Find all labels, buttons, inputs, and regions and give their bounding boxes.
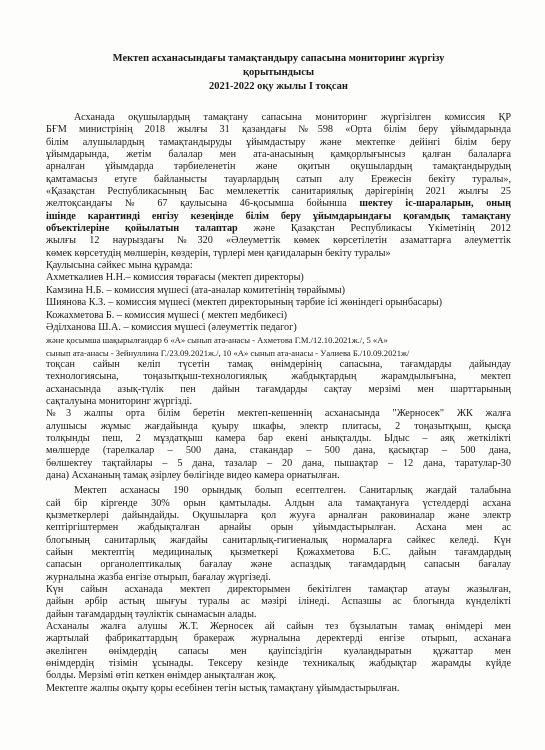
paragraph-1-line: қамтамасыз етуге байланысты тауарлардың сатып алу Ережесін бекіту туралы»,	[46, 173, 511, 185]
paragraph-2-line: №3 жалпы орта білім беретін мектеп-кешеннің асханасында "Жерносек" ЖК жалға	[46, 408, 511, 420]
paragraph-1-text: және Қазақстан Республикасы Үкіметінің 2012	[237, 223, 511, 235]
paragraph-4-line: дайын тағамдардың тәуліктік сынамасын алады.	[46, 608, 257, 620]
paragraph-1-line: Қаулысына сәйкес мына құрамда:	[46, 260, 193, 272]
document-body	[46, 112, 511, 695]
paragraph-5-line: Асханалы жалға алушы Ж.Т. Жерносек ай сайын тез бұзылатын тамақ өнімдері мен	[46, 621, 511, 633]
paragraph-4-line: Күн сайын асханада мектеп директорымен бекітілген тамақтар атауы жазылған,	[46, 584, 511, 596]
paragraph-5-line: Мектепте жалпы оқыту қоры есебінен тегін ыстық тамақтану ұйымдастырылған.	[46, 682, 400, 694]
paragraph-4-line: дайын әрбір астың шығуы туралы ас мәзірі ілінеді. Аспазшы ас блогында күнделікті	[46, 596, 511, 608]
paragraph-3-line: блогының санитарлық жағдайы санитарлық-гигиеналық нормаларға сәйкес келеді. Күн	[46, 534, 511, 546]
paragraph-1-line: жылғы 12 наурыздағы №320 «Әлеуметтік көмек көрсетілетін азаматтарға әлеуметтік	[46, 235, 511, 247]
invited-parents-line: және қосымша шақырылғандар 6 «А» сынып ата-анасы - Ахметова Г.М./12.10.2021ж./, 5 «А»	[46, 335, 388, 346]
title-line-1: Мектеп асханасындағы тамақтандыру сапасына мониторинг жүргізу	[112, 53, 445, 64]
paragraph-2-line: толқынды пеш, 2 мұздатқыш камера бар екені анықталды. Ыдыс – аяқ жеткілікті	[46, 432, 511, 444]
paragraph-5-line: әкелінген өнімдердің сапасы мен қауіпсіздігін куәландыратын құжаттар мен	[46, 645, 511, 657]
invited-parents-line: сынып ата-анасы - Зейнуллина Г./23.09.2021ж./, 10 «А» сынып ата-анасы - Уалиева Б./10.09.2021ж/	[46, 347, 410, 358]
paragraph-1-line: Асханада оқушылардың тамақтану сапасына мониторинг жүргізілген комиссия ҚР	[74, 112, 511, 123]
paragraph-1-line: ұйымдарында, жетім балалар мен ата-анасының қамқорлығынсыз қалған балаларға	[46, 149, 511, 161]
paragraph-1-line	[46, 223, 511, 235]
paragraph-1-line: арналған ұйымдарда тәрбиеленетін және оқитын оқушылардың тамақтандырудың	[46, 161, 511, 173]
monitoring-scope-line: технологиясына, тоңазытқыш-технологиялық жабдықтардың жарамдылығына, мектеп	[46, 371, 511, 383]
monitoring-scope-line: асханасында азық-түлік пен дайын тағамдарды сақтау мерзімі мен шарттарының	[46, 383, 511, 395]
title-line-2: қорытындысы	[242, 67, 315, 78]
paragraph-1-line	[46, 198, 511, 210]
monitoring-scope-line: сақталуына мониторинг жүргізді.	[46, 395, 193, 407]
paragraph-3-line: сай бір кіргенде 30% орын қамтылады. Алдын ала тамақтануға үстелдерді асхана	[46, 497, 511, 509]
paragraph-1-line: көмек көрсетудің мөлшерін, көздерін, түрлері мен қағидаларын бекіту туралы»	[46, 247, 391, 259]
paragraph-1-line	[46, 211, 511, 223]
paragraph-1-line: БҒМ министрінің 2018 жылғы 31 қазандағы №598 «Орта білім беру ұйымдарында	[46, 124, 511, 136]
paragraph-1-bold-text: шектеу іс-шараларын, оның	[359, 198, 511, 210]
paragraph-3-line: журналына жазба енгізе отырып, бағалау жүргізеді.	[46, 571, 271, 583]
paragraph-2-line: алушысы жұмыс жағдайында қуыру шкафы, электр плитасы, 2 тоңазытқыш, қысқа	[46, 420, 511, 432]
paragraph-2-line: мөлшерде (тарелкалар – 500 дана, стакандар – 500 дана, қасықтар – 500 дана,	[46, 445, 511, 457]
commission-member: Шиянова К.З. – комиссия мүшесі (мектеп директорының тәрбие ісі жөніндегі орынбасары)	[46, 297, 443, 309]
paragraph-5-line: өнімдердің тізімін ұсынады. Тексеру кезінде техникалық жабдықтар жарамды күйде	[46, 658, 511, 670]
commission-member: Әділханова Ш.А. – комиссия мүшесі (әлеуметтік педагог)	[46, 321, 297, 333]
commission-member: Ахметкалиев Н.Н.– комиссия төрағасы (мектеп директоры)	[46, 272, 304, 284]
paragraph-3-line: қызметкерлері дайындайды. Оқушыларға қол жууға арналған раковиналар және электр	[46, 510, 511, 521]
document-title	[46, 52, 511, 94]
paragraph-2-line: дана) Асхананың тамақ әзірлеу бөлігінде видео камера орнатылған.	[46, 469, 340, 481]
title-line-3: 2021-2022 оқу жылы I тоқсан	[209, 81, 348, 92]
paragraph-1-text: желтоқсандағы № 67 қаулысына 46-қосымша бойынша	[46, 198, 360, 210]
paragraph-2-line: бөлшектеу тақтайлары – 5 дана, тазалар – 20 дана, пышақтар – 12 дана, таратулар-30	[46, 457, 511, 469]
paragraph-1-line: «Қазақстан Республикасының Бас мемлекеттік санитариялық дәрігерінің 2021 жылғы 25	[46, 186, 511, 198]
paragraph-3-line: сайын мектептің медициналық қызметкері Қожахметова Б.С. дайын тағамдардың	[46, 547, 511, 559]
paragraph-5-line: жартылай фабрикаттардың бракераж журналына деректерді енгізе отырып, асханаға	[46, 633, 511, 645]
paragraph-1-line: білім алушылардың тамақтандыруды ұйымдастыру және мектепке дейінгі білім беру	[46, 136, 511, 148]
paragraph-3-line: кептіргіштермен жабдықталған арнайы орын ұйымдастырылған. Асхана мен ас	[46, 522, 511, 534]
commission-member: Камзина Н.Б. – комиссия мүшесі (ата-аналар комитетінің төрайымы)	[46, 284, 346, 296]
commission-member: Кожахметова Б. – комиссия мүшесі ( мектеп медбикесі)	[46, 309, 288, 321]
paragraph-3-line: Мектеп асханасы 190 орындық болып есептелген. Санитарлық жағдай талабына	[74, 485, 511, 497]
monitoring-scope-line: тоқсан сайын келіп түсетін тамақ өнімдерінің сапасына, тағамдарды дайындау	[46, 358, 511, 370]
paragraph-5-line: болды. Мерзімі өтіп кеткен өнімдер анықталған жоқ.	[46, 670, 277, 682]
paragraph-1-bold-text: объектілеріне қойылатын талаптар	[46, 223, 238, 235]
paragraph-3-line: сапасын органолептикалық бағалау және аспаздық тағамдардың сапасын бағалау	[46, 559, 511, 571]
paragraph-1-bold-text: ішінде карантинді енгізу кезеңінде білім беру ұйымдарындағы қоғамдық тамақтану	[46, 210, 511, 222]
